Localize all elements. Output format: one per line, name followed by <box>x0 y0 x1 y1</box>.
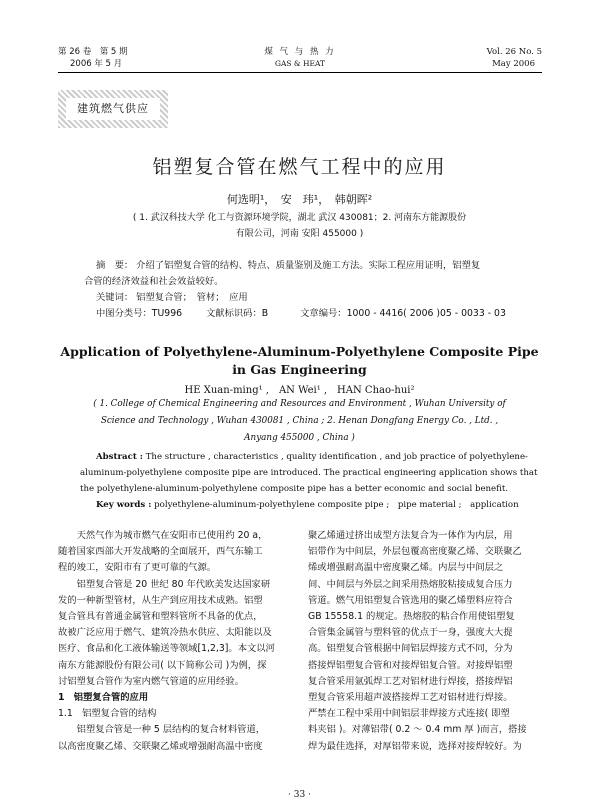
clc-value: TU996 <box>151 308 183 319</box>
body-line: 程的竣工，安阳市有了更可靠的气源。 <box>58 562 217 574</box>
body-line: 塑复合管采用超声波搭接焊工艺对铝材进行焊接。 <box>308 692 513 704</box>
body-line: 管道。燃气用铝塑复合管选用的聚乙烯塑料应符合 <box>308 594 513 606</box>
abstract-en-2: aluminum-polyethylene composite pipe are introduced. The practical engineering application shows that <box>80 468 538 478</box>
journal-date-en: May 2006 <box>492 59 535 69</box>
title-cn: 铝塑复合管在燃气工程中的应用 <box>152 156 447 178</box>
body-line: 随着国家西部大开发战略的全面展开，西气东输工 <box>58 546 263 558</box>
article-no-value: 1000 - 4416( 2006 )05 - 0033 - 03 <box>346 308 506 319</box>
article-no-label: 文章编号： <box>300 308 347 319</box>
page-number: · 33 · <box>288 790 311 800</box>
abstract-en-1 <box>96 450 528 464</box>
body-line: 焊为最佳选择，对厚铝带来说，选择对接焊较好。为 <box>308 740 522 752</box>
body-line: 高。铝塑复合管根据中间铝层焊接方式不同，分为 <box>308 643 513 655</box>
body-line: 间、中间层与外层之间采用热熔胶粘接成复合压力 <box>308 578 513 590</box>
abstract-cn-text-2: 合管的经济效益和社会效益较好。 <box>84 276 224 287</box>
abstract-cn-label: 摘 要： <box>96 260 134 271</box>
keywords-en <box>96 498 519 512</box>
body-line: 复合管具有普通金属管和塑料管所不具备的优点， <box>58 611 263 623</box>
section-heading-1: 1 铝塑复合管的应用 <box>58 692 149 704</box>
journal-issue: 第 26 卷 第 5 期 <box>58 47 128 57</box>
body-line: 发的一种新型管材，从生产到应用技术成熟。铝塑 <box>58 594 263 606</box>
classification-line <box>96 306 506 322</box>
title-en-1: Application of Polyethylene-Aluminum-Polyethylene Composite Pipe <box>60 344 539 359</box>
authors-en: HE Xuan-ming¹ , AN Wei¹ , HAN Chao-hui² <box>184 385 415 396</box>
body-left-column <box>58 528 294 755</box>
abstract-en-label: Abstract : <box>96 452 143 462</box>
body-line: 铝带作为中间层，外层包覆高密度聚乙烯、交联聚乙 <box>308 546 522 558</box>
keywords-en-label: Key words : <box>96 500 152 510</box>
body-line: 医疗、食品和化工液体输送等领域[1,2,3]。本文以河 <box>58 643 275 655</box>
keywords-cn <box>96 290 248 306</box>
affiliation-cn-2: 有限公司，河南 安阳 455000 ) <box>235 229 364 239</box>
body-line: 严禁在工程中采用中间铝层非焊接方式连接( 即塑 <box>308 708 510 720</box>
section-badge <box>58 90 168 128</box>
body-line: 南东方能源股份有限公司( 以下简称公司 )为例，探 <box>58 659 267 671</box>
body-line: 烯或增强耐高温中密度聚乙烯。内层与中间层之 <box>308 562 504 574</box>
journal-date: 2006 年 5 月 <box>70 59 123 69</box>
journal-volume-en: Vol. 26 No. 5 <box>486 47 542 57</box>
section-badge-label: 建筑燃气供应 <box>66 98 160 120</box>
doc-code-label: 文献标识码： <box>205 308 262 319</box>
body-line: 以高密度聚乙烯、交联聚乙烯或增强耐高温中密度 <box>58 740 263 752</box>
body-line: 复合管采用氩弧焊工艺对铝材进行焊接，搭接焊铝 <box>308 675 513 687</box>
authors-cn: 何选明¹， 安 玮¹， 韩朝晖² <box>226 193 373 206</box>
body-line: 天然气作为城市燃气在安阳市已使用约 20 a， <box>58 530 268 541</box>
body-line: 讨铝塑复合管作为室内燃气管道的应用经验。 <box>58 675 244 687</box>
body-line: 聚乙烯通过挤出成型方法复合为一体作为内层，用 <box>308 530 513 541</box>
doc-code-value: B <box>261 308 269 319</box>
body-line: GB 15558.1 的规定。热熔胶的粘合作用使铝塑复 <box>308 611 515 623</box>
body-line: 铝塑复合管是一种 5 层结构的复合材料管道， <box>58 724 266 736</box>
journal-title: 煤 气 与 热 力 <box>264 47 336 57</box>
abstract-cn-text-1: 介绍了铝塑复合管的结构、特点、质量鉴别及施工方法。实际工程应用证明，铝塑复 <box>136 260 481 271</box>
affiliation-en-3: Anyang 455000 , China ) <box>244 433 355 443</box>
body-line: 搭接焊铝塑复合管和对接焊铝复合管。对接焊铝塑 <box>308 659 513 671</box>
title-en-2: in Gas Engineering <box>232 362 367 377</box>
body-line: 铝塑复合管是 20 世纪 80 年代欧美发达国家研 <box>58 578 271 590</box>
abstract-en-3: the polyethylene-aluminum-polyethylene composite pipe has a better economic and social benefit. <box>80 484 509 494</box>
affiliation-en-1: ( 1. College of Chemical Engineering and Resources and Environment , Wuhan University of <box>93 399 506 409</box>
affiliation-en-2: Science and Technology , Wuhan 430081 , China ; 2. Henan Dongfang Energy Co. , Ltd. , <box>100 416 499 426</box>
clc-label: 中图分类号： <box>96 308 152 319</box>
keywords-en-text: polyethylene-aluminum-polyethylene composite pipe ; pipe material ; application <box>154 500 519 510</box>
body-right-column <box>308 528 544 755</box>
affiliation-cn-1: ( 1. 武汉科技大学 化工与资源环境学院，湖北 武汉 430081；2. 河南东方能源股份 <box>132 213 467 223</box>
body-line: 料夹铝 )。对薄铝带( 0.2 ～ 0.4 mm 厚 )而言，搭接 <box>308 724 527 736</box>
header-rule <box>58 72 542 73</box>
body-line: 合管集金属管与塑料管的优点于一身，强度大大提 <box>308 627 513 639</box>
keywords-cn-label: 关键词： <box>96 292 134 303</box>
journal-title-en: GAS & HEAT <box>274 59 325 68</box>
abstract-en-text-1: The structure , characteristics , quality identification , and job practice of polyethylene- <box>145 452 528 462</box>
keywords-cn-text: 铝塑复合管； 管材； 应用 <box>136 292 248 303</box>
abstract-cn <box>96 258 480 274</box>
subsection-heading-1-1: 1.1 铝塑复合管的结构 <box>58 708 157 720</box>
body-line: 故被广泛应用于燃气、建筑冷热水供应、太阳能以及 <box>58 627 272 639</box>
